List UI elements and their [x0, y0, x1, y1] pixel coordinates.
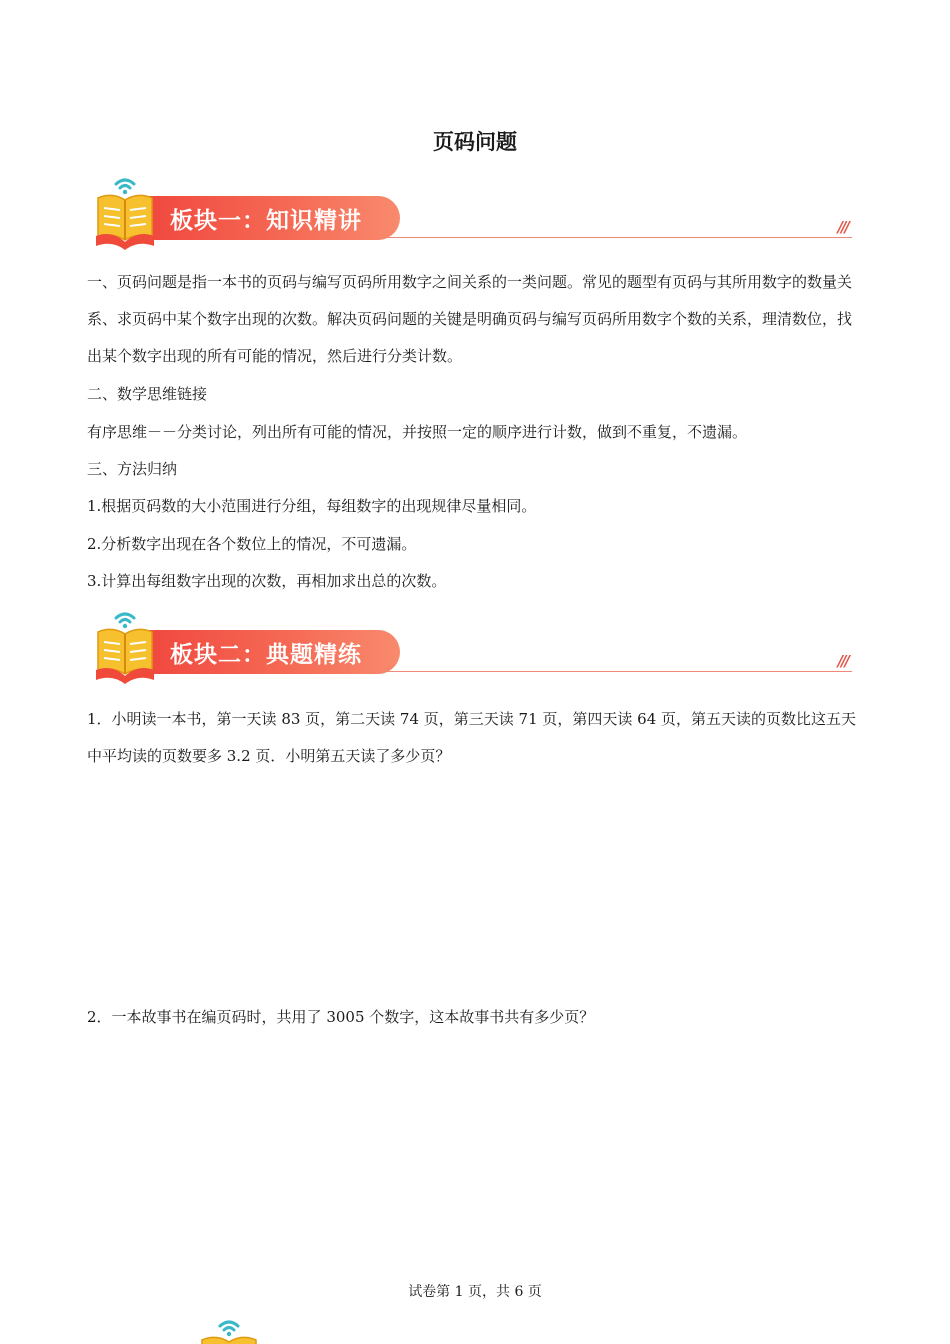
- knowledge-heading-3: 三、方法归纳: [87, 460, 178, 478]
- method-item-3: 3.计算出每组数字出现的次数，再相加求出总的次数。: [87, 572, 447, 590]
- banner-label: 板块一：知识精讲: [170, 208, 362, 234]
- question-2: 2．一本故事书在编页码时，共用了 3005 个数字，这本故事书共有多少页？: [87, 1008, 595, 1026]
- knowledge-paragraph-2: 有序思维－－分类讨论，列出所有可能的情况，并按照一定的顺序进行计数，做到不重复，不遗漏。: [87, 423, 748, 441]
- book-icon: [94, 172, 160, 252]
- method-item-1: 1.根据页码数的大小范围进行分组，每组数字的出现规律尽量相同。: [87, 497, 537, 515]
- section-banner-1: [92, 172, 852, 256]
- banner-slashes: ///: [837, 218, 848, 236]
- book-icon: [198, 1314, 264, 1344]
- method-item-2: 2.分析数字出现在各个数位上的情况，不可遗漏。: [87, 535, 417, 553]
- knowledge-paragraph-1: 一、页码问题是指一本书的页码与编写页码所用数字之间关系的一类问题。常见的题型有页码与其所用数字的数量关系、求页码中某个数字出现的次数。解决页码问题的关键是明确页码与编写页码所用数字个数的关系，理清数位，找出某个数字出现的所有可能的情况，然后进行分类计数。: [87, 273, 853, 365]
- banner-label: 板块二：典题精练: [170, 642, 362, 668]
- banner-slashes: ///: [837, 652, 848, 670]
- book-icon-partial: [198, 1314, 264, 1344]
- page-footer: 试卷第 1 页，共 6 页: [408, 1284, 542, 1300]
- section-banner-2: [92, 606, 852, 690]
- book-icon: [94, 606, 160, 686]
- page-title: 页码问题: [433, 130, 517, 154]
- question-1: 1．小明读一本书，第一天读 83 页，第二天读 74 页，第三天读 71 页，第四天读 64 页，第五天读的页数比这五天中平均读的页数要多 3.2 页．小明第五天读了多少页？: [87, 710, 857, 765]
- knowledge-heading-2: 二、数学思维链接: [87, 385, 208, 403]
